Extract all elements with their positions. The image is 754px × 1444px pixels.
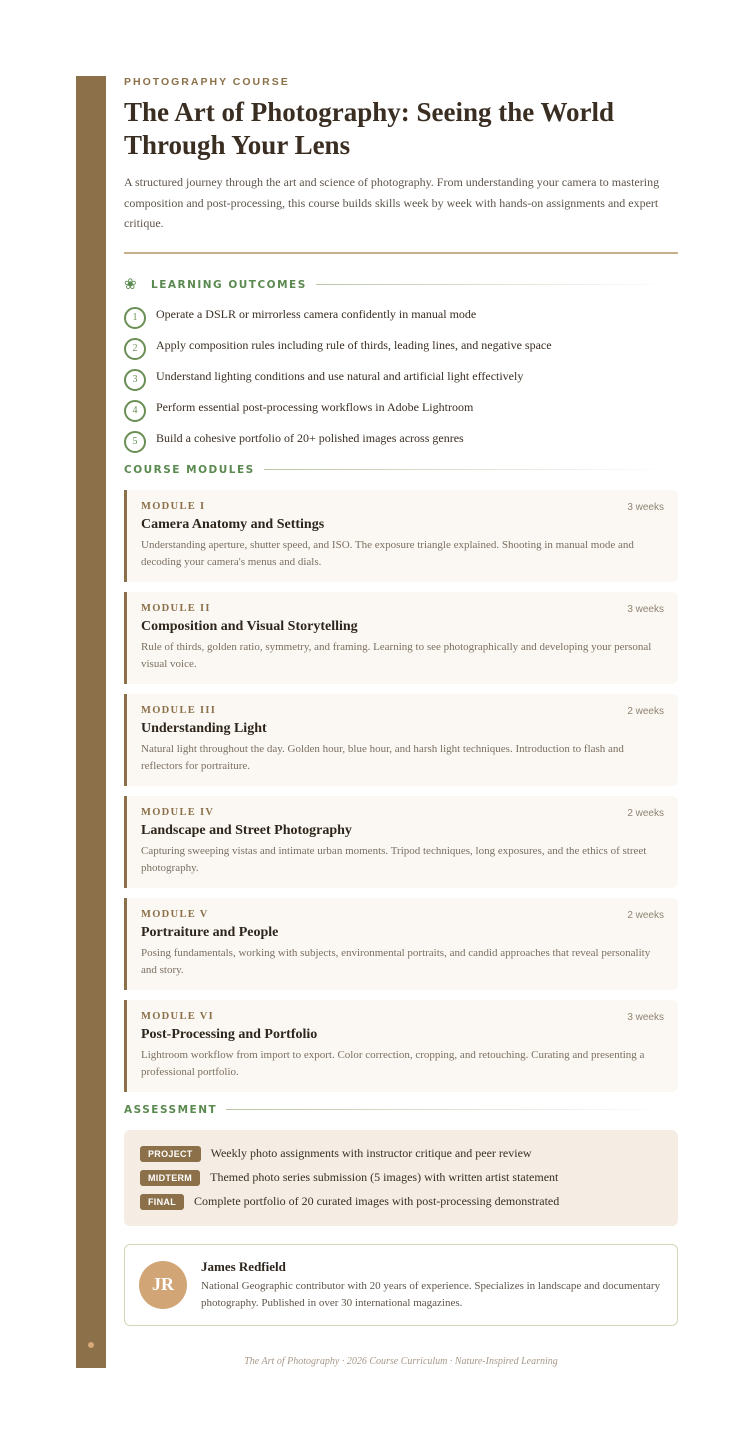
assessment-badge: MIDTERM [140,1170,200,1186]
header-divider [124,252,678,254]
module-duration: 3 weeks [627,501,664,513]
outcome-text: Operate a DSLR or mirrorless camera confidently in manual mode [156,307,477,321]
section-divider [226,1109,668,1110]
section-divider [316,284,668,285]
assessment-panel [124,1130,678,1226]
module-title: Portraiture and People [141,924,279,940]
page-footer: The Art of Photography · 2026 Course Curriculum · Nature-Inspired Learning [244,1356,558,1367]
module-duration: 3 weeks [627,1011,664,1023]
avatar: JR [139,1261,187,1309]
module-description: Understanding aperture, shutter speed, and ISO. The exposure triangle explained. Shooting in manual mode and decoding your camera's menus and dials. [141,538,634,568]
module-label: MODULE VI [141,1010,215,1022]
outcomes-heading [124,277,678,293]
outcome-number: 4 [124,400,146,422]
outcome-item [124,307,678,329]
assessment-text: Weekly photo assignments with instructor critique and peer review [210,1146,532,1160]
module-duration: 3 weeks [627,603,664,615]
outcome-number: 1 [124,307,146,329]
module-label: MODULE IV [141,806,215,818]
assessment-item [140,1170,662,1186]
module-card [124,592,678,684]
outcome-item [124,431,678,453]
module-description: Rule of thirds, golden ratio, symmetry, and framing. Learning to see photographically and developing your personal visual voice. [141,640,652,670]
modules-list [124,490,678,1092]
instructor-bio: National Geographic contributor with 20 years of experience. Specializes in landscape and documentary photography. Published in over 30 international magazines. [201,1279,661,1309]
module-title: Landscape and Street Photography [141,822,352,838]
instructor-name: James Redfield [201,1258,286,1274]
module-description: Natural light throughout the day. Golden hour, blue hour, and harsh light techniques. Introduction to flash and reflectors for portraiture. [141,742,624,772]
module-card [124,490,678,582]
course-eyebrow: PHOTOGRAPHY COURSE [124,76,290,88]
outcome-number: 3 [124,369,146,391]
assessment-item [140,1146,662,1162]
module-card [124,1000,678,1092]
outcome-text: Build a cohesive portfolio of 20+ polished images across genres [156,431,464,445]
course-intro: A structured journey through the art and science of photography. From understanding your camera to mastering composition and post-processing, this course builds skills week by week with hands-on assignments and expert critique. [124,175,660,230]
assessment-text: Themed photo series submission (5 images) with written artist statement [210,1170,559,1184]
instructor-card [124,1244,678,1326]
curriculum-content [124,76,678,1326]
module-label: MODULE I [141,500,206,512]
modules-heading [124,462,678,478]
assessment-badge: PROJECT [140,1146,201,1162]
outcome-text: Understand lighting conditions and use natural and artificial light effectively [156,369,524,383]
module-label: MODULE II [141,602,211,614]
assessment-text: Complete portfolio of 20 curated images with post-processing demonstrated [194,1194,560,1208]
module-description: Lightroom workflow from import to export. Color correction, cropping, and retouching. Curating and presenting a professional portfolio. [141,1048,645,1078]
outcome-number: 5 [124,431,146,453]
sidebar-accent-bar [76,76,106,1368]
module-card [124,898,678,990]
module-title: Post-Processing and Portfolio [141,1026,318,1042]
module-duration: 2 weeks [627,909,664,921]
modules-heading-label: COURSE MODULES [124,463,255,476]
module-title: Composition and Visual Storytelling [141,618,358,634]
module-duration: 2 weeks [627,705,664,717]
outcome-text: Perform essential post-processing workflows in Adobe Lightroom [156,400,474,414]
outcomes-list [124,307,678,453]
outcome-text: Apply composition rules including rule of thirds, leading lines, and negative space [156,338,552,352]
leaf-icon: ❀ [124,276,137,293]
section-divider [264,469,668,470]
outcome-item [124,400,678,422]
outcome-item [124,338,678,360]
outcome-number: 2 [124,338,146,360]
assessment-heading [124,1102,678,1118]
page-title: The Art of Photography: Seeing the World Through Your Lens [124,97,615,160]
module-title: Camera Anatomy and Settings [141,516,325,532]
module-title: Understanding Light [141,720,267,736]
module-description: Posing fundamentals, working with subjects, environmental portraits, and candid approaches that reveal personality and story. [141,946,651,976]
assessment-item [140,1194,662,1210]
outcomes-heading-label: LEARNING OUTCOMES [151,278,307,291]
module-label: MODULE III [141,704,217,716]
sidebar-dot [88,1342,94,1348]
module-duration: 2 weeks [627,807,664,819]
outcome-item [124,369,678,391]
assessment-badge: FINAL [140,1194,184,1210]
module-description: Capturing sweeping vistas and intimate urban moments. Tripod techniques, long exposures, and the ethics of street photography. [141,844,647,874]
module-card [124,796,678,888]
instructor-info [201,1259,663,1312]
module-card [124,694,678,786]
module-label: MODULE V [141,908,209,920]
assessment-heading-label: ASSESSMENT [124,1103,218,1116]
